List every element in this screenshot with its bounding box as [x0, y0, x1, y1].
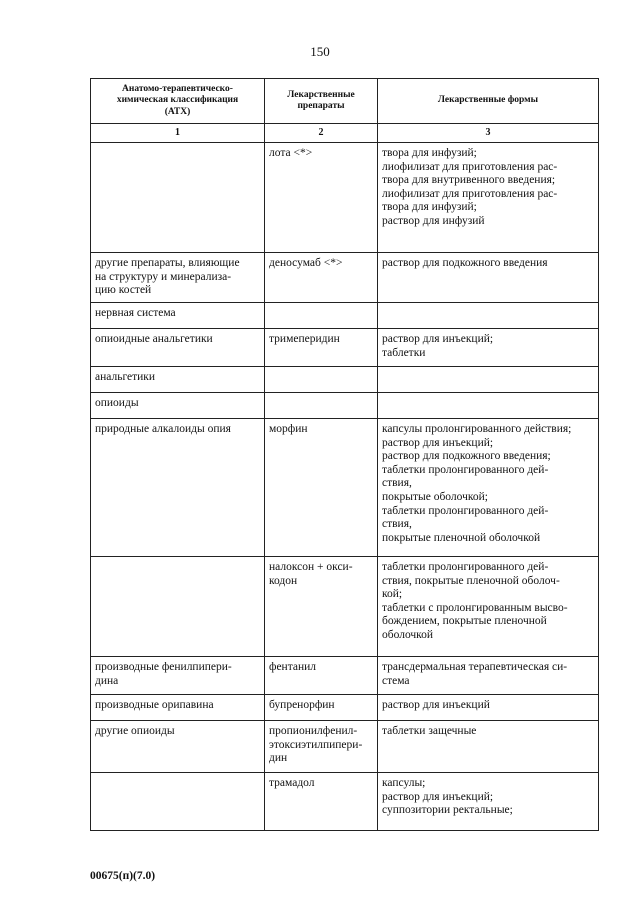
forms-cell [378, 143, 599, 253]
atc-cell-line: опиоидные анальгетики [95, 333, 213, 345]
drug-cell-line: морфин [269, 423, 308, 435]
forms-cell-line: покрытые пленочной оболочкой [382, 531, 541, 544]
atc-cell [91, 143, 265, 253]
drug-cell [265, 143, 378, 253]
table-body [91, 143, 599, 831]
drug-cell [265, 253, 378, 303]
forms-cell-line: таблетки [382, 346, 426, 359]
forms-cell-line: таблетки пролонгированного дей- [382, 504, 549, 517]
column-number: 2 [265, 124, 378, 143]
forms-cell-line: раствор для подкожного введения; [382, 450, 551, 463]
forms-cell-line: бождением, покрытые пленочной [382, 615, 547, 628]
drug-cell [265, 721, 378, 773]
forms-cell-line: раствор для инфузий [382, 214, 485, 227]
table-row [91, 329, 599, 367]
forms-cell-line: раствор для инъекций; [382, 790, 494, 803]
drug-cell-line: фентанил [269, 661, 317, 673]
forms-cell-line: раствор для инъекций [382, 699, 490, 711]
atc-cell-line: природные алкалоиды опия [95, 423, 231, 435]
forms-cell-line: лиофилизат для приготовления рас- [382, 160, 558, 173]
header-line: Лекарственные [287, 89, 355, 100]
atc-cell-line: другие опиоиды [95, 725, 175, 737]
header-line: препараты [297, 101, 345, 111]
atc-cell-line: на структуру и минерализа- [95, 270, 232, 283]
drug-cell-line: бупренорфин [269, 699, 335, 711]
footer-document-code: 00675(п)(7.0) [90, 870, 156, 882]
table-row [91, 657, 599, 695]
forms-cell-line: ствия, [382, 477, 412, 490]
forms-cell-line: раствор для подкожного введения [382, 257, 548, 269]
forms-cell-line: стема [382, 674, 410, 687]
column-number: 3 [378, 124, 599, 143]
drug-cell-line: трамадол [269, 777, 315, 789]
forms-cell-line: твора для инфузий; [382, 147, 477, 159]
forms-cell-line: кой; [382, 588, 403, 601]
atc-cell [91, 695, 265, 721]
atc-cell [91, 303, 265, 329]
forms-cell-line: таблетки пролонгированного дей- [382, 463, 549, 476]
atc-cell-line: нервная система [95, 307, 176, 319]
forms-cell [378, 419, 599, 557]
forms-cell-line: капсулы; [382, 777, 426, 789]
forms-cell-line: суппозитории ректальные; [382, 804, 513, 817]
table-row [91, 303, 599, 329]
atc-cell-line: дина [95, 674, 119, 687]
atc-cell [91, 773, 265, 831]
drug-cell [265, 695, 378, 721]
drug-cell [265, 367, 378, 393]
forms-cell [378, 329, 599, 367]
drug-cell [265, 557, 378, 657]
drug-cell [265, 329, 378, 367]
atc-cell [91, 253, 265, 303]
forms-cell [378, 657, 599, 695]
atc-cell [91, 393, 265, 419]
atc-cell-line: производные фенилпипери- [95, 661, 232, 673]
forms-cell-line: твора для инфузий; [382, 201, 477, 214]
table-row [91, 419, 599, 557]
forms-cell-line: твора для внутривенного введения; [382, 174, 556, 187]
atc-cell-line: цию костей [95, 284, 152, 297]
drug-cell-line: этоксиэтилпипери- [269, 738, 363, 751]
forms-cell [378, 393, 599, 419]
header-line: Анатомо-терапевтическо- [122, 83, 233, 94]
forms-cell-line: покрытые оболочкой; [382, 490, 488, 503]
header-drug [265, 79, 378, 124]
forms-cell-line: раствор для инъекций; [382, 436, 494, 449]
atc-cell [91, 657, 265, 695]
drug-cell-line: тримеперидин [269, 333, 340, 345]
atc-cell-line: опиоиды [95, 397, 139, 409]
drug-cell [265, 773, 378, 831]
drug-cell-line: дин [269, 752, 288, 765]
drug-cell [265, 657, 378, 695]
header-forms [378, 79, 599, 124]
forms-cell-line: ствия, покрытые пленочной оболоч- [382, 574, 560, 587]
header-line: Лекарственные формы [437, 95, 539, 106]
forms-cell-line: ствия, [382, 518, 412, 531]
atc-cell [91, 557, 265, 657]
table-row [91, 143, 599, 253]
drug-cell-line: налоксон + окси- [269, 561, 353, 573]
forms-cell [378, 303, 599, 329]
forms-cell-line: трансдермальная терапевтическая си- [382, 661, 568, 673]
forms-cell-line: таблетки защечные [382, 725, 477, 737]
forms-cell [378, 367, 599, 393]
atc-cell [91, 367, 265, 393]
atc-cell-line: производные орипавина [95, 699, 214, 711]
forms-cell-line: таблетки пролонгированного дей- [382, 561, 549, 573]
drug-table [90, 78, 599, 831]
forms-cell [378, 721, 599, 773]
table-row [91, 557, 599, 657]
table-row [91, 695, 599, 721]
header-row [91, 79, 599, 124]
drug-cell-line: лота <*> [269, 147, 313, 159]
atc-cell-line: анальгетики [95, 371, 156, 383]
drug-cell [265, 303, 378, 329]
column-number: 1 [91, 124, 265, 143]
table-row [91, 367, 599, 393]
page-number: 150 [310, 44, 330, 59]
table-row [91, 721, 599, 773]
atc-cell-line: другие препараты, влияющие [95, 257, 240, 269]
forms-cell-line: оболочкой [382, 628, 434, 641]
column-number-row [91, 124, 599, 143]
forms-cell-line: раствор для инъекций; [382, 333, 494, 345]
drug-cell-line: кодон [269, 574, 298, 587]
header-line: химическая классификация [116, 95, 239, 106]
forms-cell-line: капсулы пролонгированного действия; [382, 423, 572, 435]
forms-cell [378, 557, 599, 657]
drug-cell [265, 419, 378, 557]
drug-cell-line: деносумаб <*> [269, 257, 343, 269]
table-row [91, 253, 599, 303]
drug-cell-line: пропионилфенил- [269, 725, 358, 737]
header-atc [91, 79, 265, 124]
atc-cell [91, 721, 265, 773]
atc-cell [91, 329, 265, 367]
header-line: (АТХ) [164, 106, 191, 117]
forms-cell [378, 695, 599, 721]
table-row [91, 393, 599, 419]
forms-cell-line: таблетки с пролонгированным высво- [382, 601, 568, 614]
atc-cell [91, 419, 265, 557]
drug-cell [265, 393, 378, 419]
forms-cell [378, 773, 599, 831]
table-row [91, 773, 599, 831]
forms-cell [378, 253, 599, 303]
forms-cell-line: лиофилизат для приготовления рас- [382, 187, 558, 200]
